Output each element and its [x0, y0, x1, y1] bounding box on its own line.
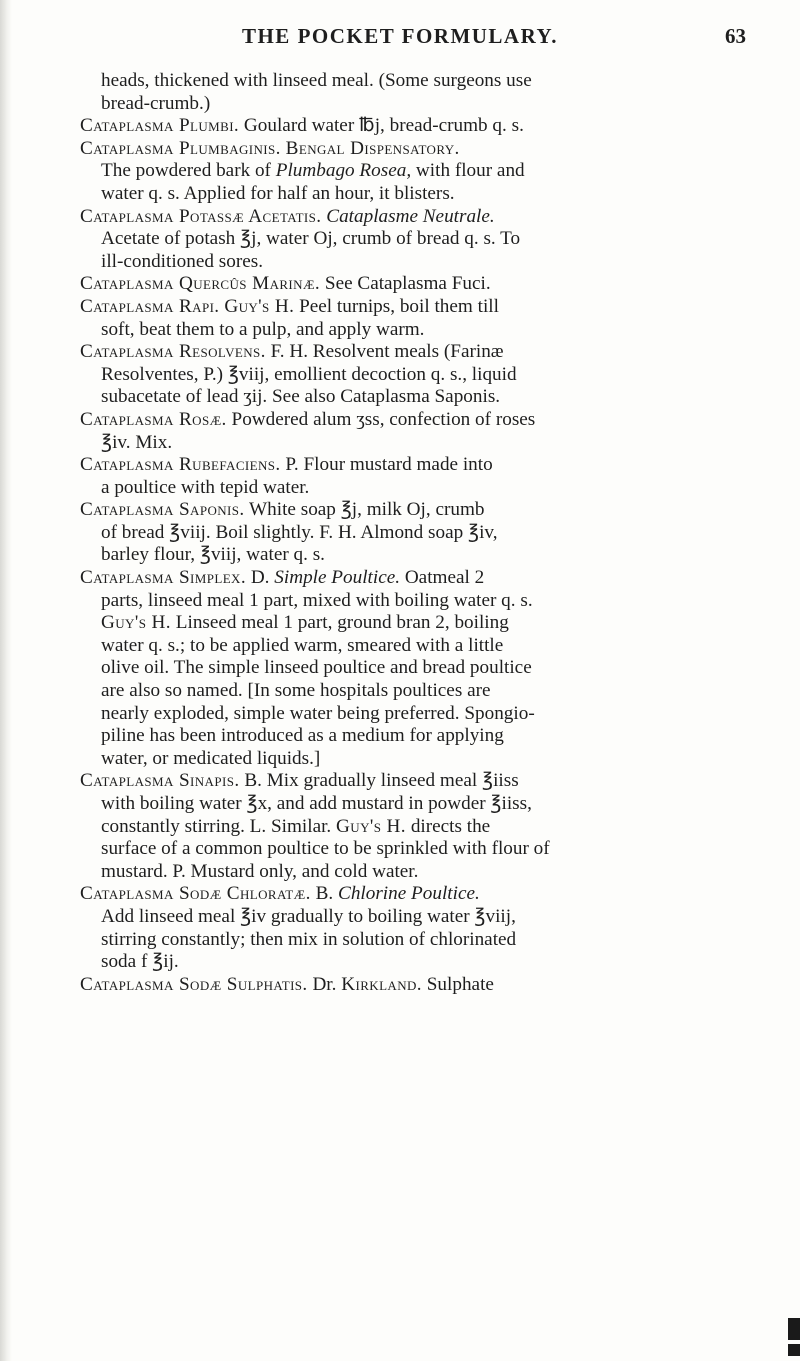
line-text: with flour and [411, 160, 525, 182]
text-line [80, 974, 770, 997]
line-text: Linseed meal 1 part, ground bran 2, boiling [170, 612, 509, 634]
italic-term: Chlorine Poultice. [338, 883, 480, 905]
text-line [80, 590, 770, 613]
line-text: piline has been introduced as a medium for applying [101, 725, 504, 747]
entry-heading: Cataplasma Sodæ Sulphatis. [80, 973, 308, 995]
entry-heading: Cataplasma Rosæ. [80, 408, 227, 430]
page-header [0, 16, 800, 56]
line-text: B. Mix gradually linseed meal ℥iiss [239, 770, 519, 792]
italic-term: Cataplasme Neutrale. [326, 205, 495, 227]
line-text: ℥iv. Mix. [101, 431, 173, 453]
line-text: Peel turnips, boil them till [294, 295, 499, 317]
line-text: constantly stirring. L. Similar. [101, 815, 337, 837]
line-text: D. [246, 567, 275, 589]
line-text: Sulphate [421, 973, 494, 995]
entry-heading: Cataplasma Sinapis. [80, 770, 240, 792]
text-line [80, 657, 770, 680]
line-text: F. H. Resolvent meals (Farinæ [265, 341, 504, 363]
line-text: water q. s. Applied for half an hour, it blisters. [101, 182, 455, 204]
text-line [80, 793, 770, 816]
entry-heading: Guy's H. [336, 815, 407, 837]
italic-term: Plumbago Rosea, [275, 160, 412, 182]
entry-heading: Cataplasma Resolvens. [80, 341, 266, 363]
line-text: olive oil. The simple linseed poultice and bread poultice [101, 657, 532, 679]
text-line [80, 725, 770, 748]
text-line [80, 432, 770, 455]
line-text: See Cataplasma Fuci. [320, 273, 491, 295]
line-text: heads, thickened with linseed meal. (Some surgeons use [101, 70, 532, 91]
scan-edge-mark [788, 1344, 800, 1356]
line-text: Powdered alum ʒss, confection of roses [226, 408, 536, 430]
text-line [80, 929, 770, 952]
entry-heading: Guy's H. [101, 612, 171, 634]
text-line [80, 477, 770, 500]
line-text: Oatmeal 2 [400, 567, 485, 589]
text-line [80, 748, 770, 771]
line-text: bread-crumb.) [101, 92, 211, 114]
text-line [80, 838, 770, 861]
text-line [80, 364, 770, 387]
text-line [80, 341, 770, 364]
line-text: Dr. [307, 973, 342, 995]
text-line [80, 680, 770, 703]
entry-heading: Cataplasma Rapi. [80, 295, 220, 317]
scan-edge-mark [788, 1318, 800, 1340]
line-text: with boiling water ℥x, and add mustard in powder ℥iiss, [101, 793, 532, 814]
entry-heading: Cataplasma Saponis. [80, 499, 245, 521]
line-text: ill-conditioned sores. [101, 250, 263, 272]
text-line [80, 296, 770, 319]
page-binding-shadow [0, 0, 12, 1361]
entry-heading: Cataplasma Potassæ Acetatis. [80, 205, 322, 227]
text-line [80, 273, 770, 296]
text-line [80, 522, 770, 545]
text-line [80, 160, 770, 183]
line-text: soft, beat them to a pulp, and apply warm. [101, 318, 425, 340]
line-text: parts, linseed meal 1 part, mixed with boiling water q. s. [101, 589, 533, 611]
text-line [80, 454, 770, 477]
line-text: stirring constantly; then mix in solution of chlorinated [101, 928, 517, 950]
line-text: Goulard water ℔j, bread-crumb q. s. [239, 115, 524, 137]
entry-heading: Cataplasma Sodæ Chloratæ. [80, 883, 311, 905]
text-line [80, 93, 770, 116]
line-text: of bread ℥viij. Boil slightly. F. H. Almond soap ℥iv, [101, 521, 498, 543]
line-text: White soap ℥j, milk Oj, crumb [244, 499, 485, 521]
entry-heading: Cataplasma Plumbi. [80, 115, 240, 137]
text-line [80, 951, 770, 974]
text-line [80, 138, 770, 161]
text-line [80, 499, 770, 522]
text-line [80, 816, 770, 839]
line-text: surface of a common poultice to be sprinkled with flour of [101, 838, 550, 860]
line-text: Resolventes, P.) ℥viij, emollient decoction q. s., liquid [101, 363, 517, 385]
line-text: a poultice with tepid water. [101, 476, 310, 498]
line-text: nearly exploded, simple water being preferred. Spongio- [101, 702, 535, 724]
line-text: P. Flour mustard made into [280, 454, 493, 476]
line-text: Acetate of potash ℥j, water Oj, crumb of bread q. s. To [101, 228, 521, 250]
text-line [80, 251, 770, 274]
page-number: 63 [725, 24, 746, 48]
text-line [80, 70, 770, 93]
text-line [80, 115, 770, 138]
text-line [80, 861, 770, 884]
text-line [80, 567, 770, 590]
line-text: mustard. P. Mustard only, and cold water. [101, 860, 419, 882]
entry-heading: Cataplasma Plumbaginis. [80, 137, 281, 159]
entry-heading: Cataplasma Rubefaciens. [80, 454, 281, 476]
line-text: are also so named. [In some hospitals poultices are [101, 680, 491, 702]
line-text: The powdered bark of [101, 160, 276, 182]
line-text: directs the [406, 815, 491, 837]
text-line [80, 612, 770, 635]
line-text: barley flour, ℥viij, water q. s. [101, 544, 325, 566]
text-line [80, 635, 770, 658]
formulary-text [80, 70, 770, 996]
line-text: Add linseed meal ℥iv gradually to boiling water ℥viij, [101, 905, 516, 927]
text-line [80, 386, 770, 409]
line-text: subacetate of lead ʒij. See also Cataplasma Saponis. [101, 386, 501, 408]
line-text: water, or medicated liquids.] [101, 747, 321, 769]
line-text: soda f ℥ij. [101, 951, 179, 973]
italic-term: Simple Poultice. [274, 567, 401, 589]
text-line [80, 183, 770, 206]
text-line [80, 319, 770, 342]
text-line [80, 544, 770, 567]
text-line [80, 883, 770, 906]
line-text: water q. s.; to be applied warm, smeared with a little [101, 634, 504, 656]
entry-heading: Guy's H. [224, 295, 295, 317]
line-text: B. [310, 883, 339, 905]
text-line [80, 228, 770, 251]
text-line [80, 409, 770, 432]
text-line [80, 703, 770, 726]
running-head: THE POCKET FORMULARY. [241, 24, 559, 48]
entry-heading: Kirkland. [341, 973, 422, 995]
entry-heading: Cataplasma Simplex. [80, 567, 247, 589]
text-line [80, 770, 770, 793]
text-line [80, 906, 770, 929]
text-line [80, 206, 770, 229]
entry-heading: Bengal Dispensatory. [285, 137, 460, 159]
entry-heading: Cataplasma Quercûs Marinæ. [80, 273, 321, 295]
